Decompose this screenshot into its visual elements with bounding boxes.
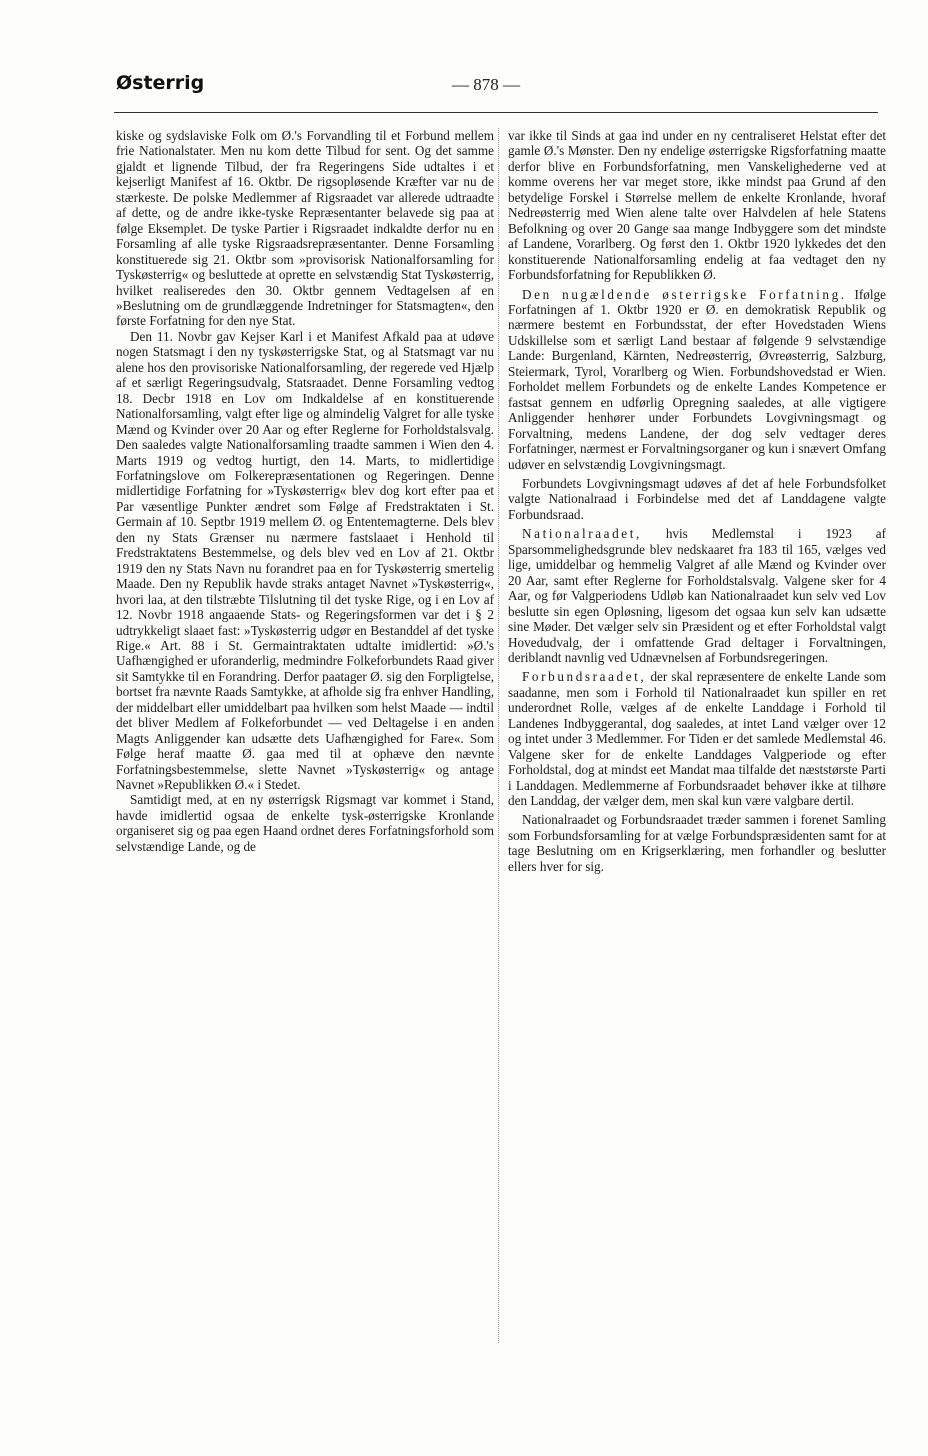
section-heading: Forbundsraadet, [522, 669, 647, 685]
paragraph: kiske og sydslaviske Folk om Ø.'s Forvandling til et Forbund mellem frie Nationalstater. Men nu kom dette Tilbud for sent. Og det samme gjaldt et lignende Tilbud, der fra Regeringens Side udtaltes i et kejserligt Manifest af 16. Oktbr. De rigsopløsende Kræfter var nu de stærkeste. De polske Medlemmer af Rigsraadet var allerede udtraadte af dette, og de andre ikke-tyske Repræsentanter belavede sig paa at følge Eksemplet. De tyske Partier i Rigsraadet indkaldte derfor nu en Forsamling af alle tyske Rigsraadsrepræsentanter. Denne Forsamling konstituerede sig 21. Oktbr som »provisorisk Nationalforsamling for Tyskøsterrig« og besluttede at oprette en selvstændig Stat Tyskøsterrig, hvilket realiseredes den 30. Oktbr gennem Vedtagelsen af en »Beslutning om de grundlæggende Indretninger for Statsmagten«, den første Forfatning for den nye Stat. [116, 128, 494, 329]
paragraph: Nationalraadet og Forbundsraadet træder sammen i forenet Samling som Forbundsforsamling for at vælge Forbundspræsidenten samt for at tage Beslutning om en Krigserklæring, men forhandler og beslutter ellers hver for sig. [508, 812, 886, 874]
section-heading: Den nugældende østerrigske Forfatning. [522, 286, 847, 302]
right-column [508, 128, 886, 1358]
section-heading: Nationalraadet, [522, 526, 642, 542]
page-number: — 878 — [452, 75, 520, 94]
section-paragraph [508, 669, 886, 808]
running-head-title: Østerrig [116, 72, 205, 94]
section-paragraph [508, 287, 886, 472]
paragraph-body: hvis Medlemstal i 1923 af Sparsommelighedsgrunde blev nedskaaret fra 183 til 165, vælges ved lige, umiddelbar og hemmelig Valgret af alle Mænd og Kvinder over 20 Aar, samt efter Reglerne for Forholdstalsvalg. Valgene sker for 4 Aar, og før Valgperiodens Udløb kan Nationalraadet kun selv ved Lov beslutte sin egen Opløsning, ligesom det ogsaa kun selv kan udsætte sine Møder. Det vælger selv sin Præsident og et efter Forholdstal valgt Hovedudvalg, der i omfattende Grad deltager i Forvaltningen, deriblandt navnlig ved Udnævnelsen af Forbundsregeringen. [508, 526, 886, 665]
paragraph: Samtidigt med, at en ny østerrigsk Rigsmagt var kommet i Stand, havde imidlertid ogsaa de enkelte tysk-østerrigske Kronlande organiseret sig og paa egen Haand ordnet deres Forfatningsforhold som selvstændige Lande, og de [116, 792, 494, 854]
paragraph-body: Ifølge Forfatningen af 1. Oktbr 1920 er Ø. en demokratisk Republik og nærmere bestemt en Forbundsstat, der efter Hovedstaden Wiens Udskillelse som et særligt Land bestaar af følgende 9 selvstændige Lande: Burgenland, Kärnten, Nedreøsterrig, Øvreøsterrig, Salzburg, Steiermark, Tyrol, Vorarlberg og Wien. Forbundshovedstad er Wien. Forholdet mellem Forbundets og de enkelte Landes Kompetence er fastsat gennem en udførlig Opregning saaledes, at alle vigtigere Anliggender henhører under Forbundets Lovgivningsmagt og Forvaltning, medens Landene, der dog selv vedtager deres Forfatninger, nærmest er Forvaltningsorganer og kun i snævert Omfang udøver en selvstændig Lovgivningsmagt. [508, 286, 886, 472]
paragraph: var ikke til Sinds at gaa ind under en ny centraliseret Helstat efter det gamle Ø.'s Mønster. Den ny endelige østerrigske Rigsforfatning maatte derfor blive en Forbundsforfatning, men Vanskelighederne ved at komme overens her var meget store, ikke mindst paa Grund af den betydelige Forskel i Størrelse mellem de enkelte Kronlande, hvoraf Nedreøsterrig med Wien alene talte over Halvdelen af hele Statens Befolkning og over 20 Gange saa mange Indbyggere som det mindste af Landene, Vorarlberg. Og først den 1. Oktbr 1920 lykkedes det den konstituerende Nationalforsamling endelig at faa vedtaget den ny Forbundsforfatning for Republikken Ø. [508, 128, 886, 283]
left-column [116, 128, 494, 1358]
section-paragraph [508, 526, 886, 665]
column-divider [498, 128, 499, 1343]
paragraph: Den 11. Novbr gav Kejser Karl i et Manifest Afkald paa at udøve nogen Statsmagt i den ny tyskøsterrigske Stat, og al Statsmagt var nu alene hos den provisoriske Nationalforsamling, der regerede ved Hjælp af et særligt Regeringsudvalg, Statsraadet. Denne Forsamling vedtog 18. Decbr 1918 en Lov om Indkaldelse af en konstituerende Nationalforsamling, valgt efter lige og almindelig Valgret for alle tyske Mænd og Kvinder over 20 Aar og efter Reglerne for Forholdstalsvalg. Den saaledes valgte Nationalforsamling traadte sammen i Wien den 4. Marts 1919 og vedtog hurtigt, den 14. Marts, to midlertidige Forfatningslove om Folkerepræsentationen og Regeringen. Denne midlertidige Forfatning for »Tyskøsterrig« blev dog kort efter paa et Par væsentlige Punkter ændret som Følge af Fredstraktaten i St. Germain af 10. Septbr 1919 mellem Ø. og Ententemagterne. Dels blev den ny Stats Grænser nu nærmere fastslaaet i Henhold til Fredstraktatens Bestemmelse, og dels blev ved en Lov af 21. Oktbr 1919 den ny Stats Navn nu forandret paa en for Tyskøsterrig smertelig Maade. Den ny Republik havde straks antaget Navnet »Tyskøsterrig«, hvori laa, at den tilstræbte Tilslutning til det tyske Rige, og i en Lov af 12. Novbr 1918 angaaende Stats- og Regeringsformen var det i § 2 udtrykkeligt slaaet fast: »Tyskøsterrig udgør en Bestanddel af det tyske Rige.« Art. 88 i St. Germaintraktaten udtalte imidlertid: »Ø.'s Uafhængighed er uforanderlig, medmindre Folkeforbundets Raad giver sit Samtykke til en Forandring. Derfor paatager Ø. sig den Forpligtelse, bortset fra nævnte Raads Samtykke, at afholde sig fra enhver Handling, der middelbart eller umiddelbart paa hvilken som helst Maade — indtil det bliver Medlem af Folkeforbundet — ved Deltagelse i en anden Magts Anliggender kan udsætte dets Uafhængighed for Fare«. Som Følge heraf maatte Ø. gaa med til at ophæve den nævnte Forfatningsbestemmelse, slette Navnet »Tyskøsterrig« og antage Navnet »Republikken Ø.« i Stedet. [116, 328, 494, 793]
paragraph-body: der skal repræsentere de enkelte Lande som saadanne, men som i Forhold til Nationalraadet kun spiller en ret underordnet Rolle, vælges af de enkelte Landdage i Forhold til Landenes Indbyggerantal, dog saaledes, at intet Land vælger over 12 og intet under 3 Medlemmer. For Tiden er det samlede Medlemstal 46. Valgene sker for de enkelte Landdages Valgperiode og efter Forholdstal, dog at mindst eet Mandat maa tilfalde det næststørste Parti i Landdagen. Medlemmerne af Forbundsraadet behøver ikke at tilhøre den Landdag, der vælger dem, men skal kun være valgbare dertil. [508, 669, 886, 809]
paragraph: Forbundets Lovgivningsmagt udøves af det af hele Forbundsfolket valgte Nationalraad i Forbindelse med det af Landdagene valgte Forbundsraad. [508, 475, 886, 522]
header-rule [114, 112, 878, 113]
